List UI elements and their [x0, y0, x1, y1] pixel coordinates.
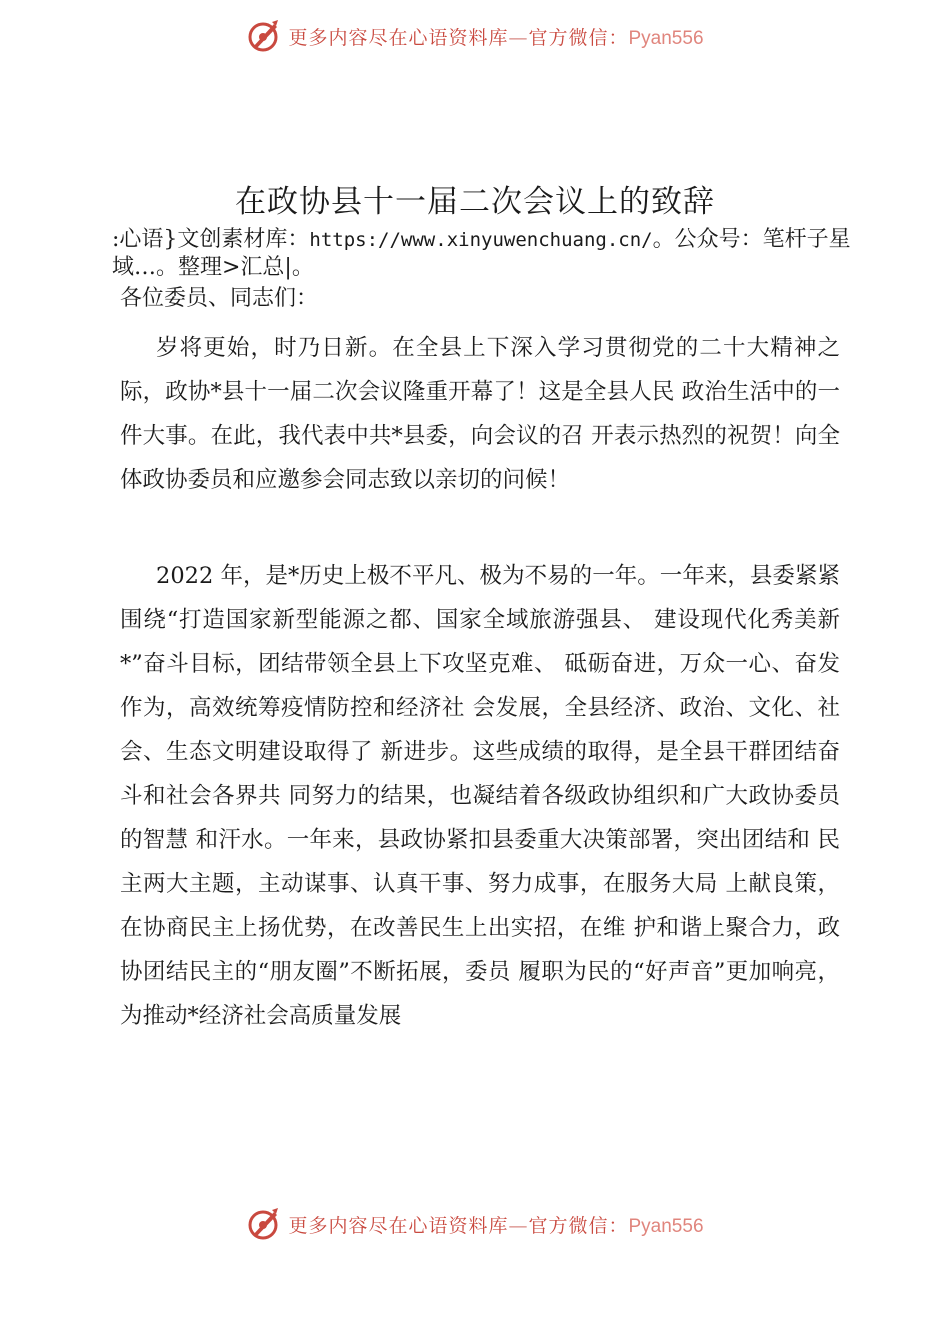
watermark-account: Pyan556: [628, 1215, 704, 1237]
header-watermark: [0, 16, 950, 56]
watermark-contact-label: 官方微信：: [528, 1214, 629, 1237]
brand-logo-icon: [246, 1206, 282, 1242]
watermark-slogan: 更多内容尽在心语资料库: [288, 26, 509, 49]
watermark-text: [288, 23, 703, 50]
salutation: 各位委员、同志们：: [120, 286, 319, 311]
watermark-contact-label: 官方微信：: [528, 26, 629, 49]
watermark-slogan: 更多内容尽在心语资料库: [288, 1214, 509, 1237]
document-title: 在政协县十一届二次会议上的致辞: [235, 184, 715, 220]
watermark-text: [288, 1211, 703, 1238]
source-note: [112, 226, 852, 282]
watermark-separator: —: [508, 26, 529, 49]
watermark-account: Pyan556: [628, 27, 704, 49]
source-suffix: 。公众号：笔杆子星域…。整理>汇总|。: [112, 227, 851, 280]
body-paragraph: 2022 年，是*历史上极不平凡、极为不易的一年。一年来，县委紧紧围绕“打造国家新型能源之都、国家全域旅游强县、 建设现代化秀美新*”奋斗目标，团结带领全县上下攻坚克难、 砥砺奋进，万众一心、奋发作为，高效统筹疫情防控和经济社 会发展，全县经济、政治、文化、社会、生态文明建设取得了 新进步。这些成绩的取得，是全县干群团结奋斗和社会各界共 同努力的结果，也凝结着各级政协组织和广大政协委员的智慧 和汗水。一年来，县政协紧扣县委重大决策部署，突出团结和 民主两大主题，主动谋事、认真干事、努力成事，在服务大局 上献良策，在协商民主上扬优势，在改善民生上出实招，在维 护和谐上聚合力，政协团结民主的“朋友圈”不断拓展，委员 履职为民的“好声音”更加响亮，为推动*经济社会高质量发展: [120, 563, 840, 1029]
footer-watermark: [0, 1204, 950, 1244]
watermark-separator: —: [508, 1214, 529, 1237]
brand-logo-icon: [246, 18, 282, 54]
body-paragraph: 岁将更始，时乃日新。在全县上下深入学习贯彻党的二十大精神之际，政协*县十一届二次会议隆重开幕了！这是全县人民 政治生活中的一件大事。在此，我代表中共*县委，向会议的召 开表示热烈的祝贺！向全体政协委员和应邀参会同志致以亲切的问候！: [120, 335, 840, 493]
source-prefix: :心语}文创素材库：: [112, 227, 310, 252]
source-url: https://www.xinyuwenchuang.cn/: [309, 229, 653, 251]
